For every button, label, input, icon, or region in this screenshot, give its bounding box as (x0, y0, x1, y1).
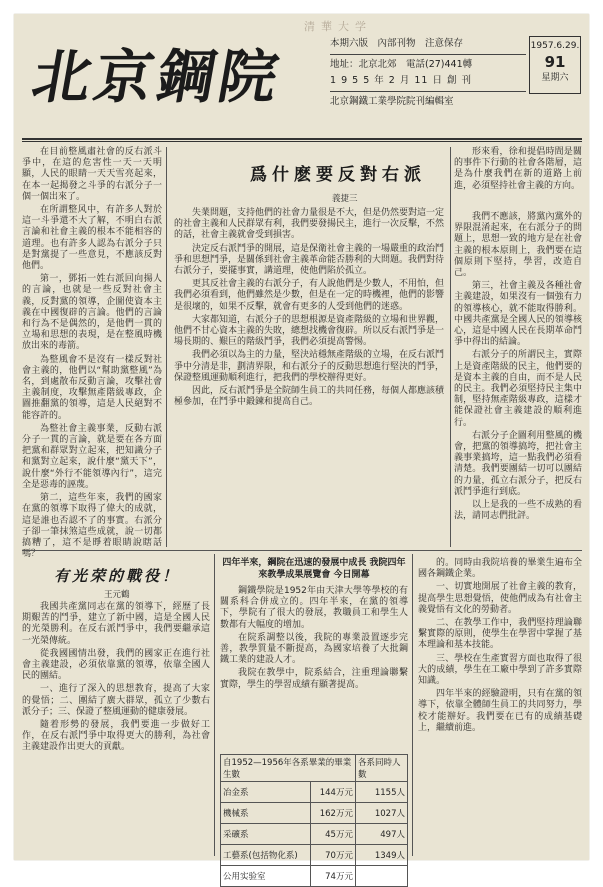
paragraph: 失業問題，支持他們的社會力量很是不大，但是仍然要對這一定的社會主義和人民群眾有利，我們要發揚民主，進行一次反擊，不然的話，社會主義就會受到損害。 (174, 208, 445, 241)
table-cell: 45万元 (310, 824, 355, 845)
table-cell: 162万元 (310, 803, 355, 824)
divider (22, 550, 582, 551)
paragraph: 在目前整風肅社會的反右派斗爭中，在這的危害性一天一天明顯，人民的眼睛一天天雪亮起來，在本一起揭發之斗爭的右派分子一個一個出來了。 (22, 147, 162, 202)
main-article-col1 (22, 147, 162, 560)
divider (22, 138, 582, 140)
article3-body (220, 586, 408, 750)
paragraph: 鋼鐵學院是1952年由天津大學等學校的有關系科合併成立的。四年半來，在黨的領導下，學院有了很大的發展，教職員工和學生人數都有大幅度的增加。 (220, 586, 408, 630)
divider (450, 147, 451, 547)
paragraph: 形來看，徐和提倡時間是關的事件下行動的社會各階層，這是為什麼我們在新的道路上前進，必須堅持社會主義的方向。 (454, 147, 582, 191)
paragraph: 決定反右派鬥爭的開展，這是保衛社會主義的一場嚴重的政治鬥爭和思想鬥爭，是關係到社會主義革命能否勝利的大問題。我們對待右派分子，要擺事實，講道理，使他們陷於孤立。 (174, 243, 445, 277)
divider (214, 554, 215, 856)
article4-body (418, 558, 582, 854)
paragraph: 第一，鄧拓一姓右派回向揚人的言論，也就是一些反對社會主義，反對黨的領導，企圖使資本主義在中國復辟的言論。他們的言論和行為不是偶然的，是他們一貫的立場和思想的表現，是在整風時機放出來的毒箭。 (22, 274, 162, 352)
newspaper-title: 北京鋼院 (27, 43, 288, 111)
paragraph: 一、切實地開展了社會主義的教育，提高學生思想覺悟，使他們成為有社會主義覺悟有文化的勞動者。 (418, 582, 582, 615)
paragraph: 我們不應該，將黨內黨外的界限混淆起來，在右派分子的問題上，思想一致的地方是在社會主義的根本原則上，我們要在這個原則下堅持，學習，改造自己。 (454, 212, 582, 279)
graduates-table (220, 754, 408, 887)
divider (412, 554, 413, 856)
main-headline: 爲什麽要反對右派 (250, 165, 426, 185)
main-author: 義捷三 (332, 194, 358, 204)
paragraph: 右派分子的所謂民主，實際上是資產階級的民主，他們要的是資本主義的自由，而不是人民的民主。我們必須堅持民主集中制，堅持無產階級專政，這樣才能保證社會主義建設的順利進行。 (454, 350, 582, 428)
table-cell: 74万元 (310, 866, 355, 887)
paragraph: 在所謂整风中，有許多人對於這一斗爭還不大了解，不明白右派言論和社會主義的根本不能相容的道理。也有許多人認為右派分子只是對黨提了一些意見，不應該反對他們。 (22, 205, 162, 272)
table-cell: 冶金系 (221, 782, 311, 803)
paragraph: 的。同時由我院培養的畢業生遍布全國各鋼鐵企業。 (418, 558, 582, 580)
table-cell: 497人 (355, 824, 407, 845)
masthead-info (330, 36, 526, 110)
masthead (14, 14, 589, 130)
issue-number: 91 (544, 53, 566, 71)
main-article-col2 (174, 208, 444, 546)
article3-title: 四年半來，鋼院在迅速的發展中成長 我院四年來教學成果展覽會 今日開幕 (222, 558, 406, 580)
paragraph: 右派分子企圖利用整風的機會，把黨的領導搞垮，把社會主義事業搞垮，這一點我們必須看清楚。我們要團結一切可以團結的力量，孤立右派分子，把反右派鬥爭進行到底。 (454, 430, 582, 497)
stamp-mark: 清華大学 (304, 20, 372, 33)
table-cell: 采礦系 (221, 824, 311, 845)
table-cell: 1027人 (355, 803, 407, 824)
table-cell: 70万元 (310, 845, 355, 866)
table-cell: 1155人 (355, 782, 407, 803)
table-cell: 機械系 (221, 803, 311, 824)
table-row (221, 782, 408, 803)
weekday: 星期六 (541, 73, 569, 83)
table-cell (355, 866, 407, 887)
table-header: 自1952—1956年各系畢業的畢業生數 (221, 755, 356, 782)
paragraph: 隨着形勢的發展，我們要進一步做好工作，在反右派鬥爭中取得更大的勝利，為社會主義建設作出更大的貢獻。 (22, 720, 210, 753)
divider (166, 147, 167, 547)
info-line: 本期六版 內部刊物 注意保存 (330, 38, 464, 49)
divider (22, 141, 582, 142)
info-line: 北京鋼鐵工業學院院刊編輯室 (330, 96, 454, 107)
paragraph: 三、學校在生產實習方面也取得了很大的成績，學生在工廠中學到了許多實際知識。 (418, 653, 582, 687)
table-row (221, 824, 408, 845)
table-row (221, 845, 408, 866)
table-row (221, 866, 408, 887)
article2-body (22, 602, 210, 854)
table-cell: 1349人 (355, 845, 407, 866)
paragraph: 第二，這些年來，我們的國家在黨的領導下取得了偉大的成就，這是誰也否認不了的事實。右派分子卻一筆抹煞這些成就，說一切都搞糟了，這不是睜着眼睛說瞎話嗎？ (22, 493, 162, 560)
paragraph: 一、進行了深入的思想教育，提高了大家的覺悟；二、團結了廣大群眾，孤立了少數右派分子；三、保證了整風運動的健康發展。 (22, 684, 210, 717)
table-header: 各系同時人數 (355, 755, 407, 782)
table-row (221, 803, 408, 824)
date-box (529, 36, 581, 94)
table-cell: 144万元 (310, 782, 355, 803)
article2-author: 王元鶴 (104, 590, 130, 600)
newspaper-page (14, 14, 589, 882)
table-header-row (221, 755, 408, 782)
article2-title: 有光荣的戰役！ (54, 567, 181, 585)
paragraph: 更其反社會主義的右派分子，有人說他們是少數人，不用怕，但我們必須看到，他們雖然是少數，但是在一定的時機裡，他們的影響是很壞的，如果不反擊，就會有更多的人受到他們的迷惑。 (174, 279, 445, 312)
main-article-col3 (454, 212, 582, 546)
paragraph: 為整風會不是沒有一樣反對社會主義的，他們以“幫助黨整風”為名，到處散布反動言論，攻擊社會主義制度，攻擊無產階級專政，企圖推翻黨的領導，這是人民絕對不能容許的。 (22, 354, 162, 421)
info-line: 1 9 5 5 年 2 月 11 日 創 刊 (330, 75, 473, 86)
paragraph: 四年半來的經驗證明，只有在黨的領導下，依靠全體師生員工的共同努力，學校才能辦好。我們要在已有的成績基礎上，繼續前進。 (418, 689, 582, 733)
paragraph: 我院在教學中，院系結合，注重理論聯繫實際，學生的學習成績有顯著提高。 (220, 668, 408, 690)
info-line: 地址：北京北郊 電話(27)441轉 (330, 59, 473, 70)
paragraph: 因此，反右派鬥爭是全院師生員工的共同任務，每個人都應該積極參加，在鬥爭中鍛鍊和提高自己。 (174, 386, 445, 408)
paragraph: 在院系調整以後，我院的專業設置逐步完善，教學質量不斷提高，為國家培養了大批鋼鐵工業的建設人才。 (220, 632, 408, 666)
paragraph: 第三，社會主義及各種社會主義建設，如果沒有一個強有力的領導核心，就不能取得勝利。中國共產黨是全國人民的領導核心，這是中國人民在長期革命鬥爭中得出的結論。 (454, 281, 582, 348)
paragraph: 大家都知道，右派分子的思想根源是資產階級的立場和世界觀，他們不甘心資本主義的失敗，總想找機會復辟。所以反右派鬥爭是一場長期的、艱巨的階級鬥爭，我們必須提高警惕。 (174, 314, 445, 348)
table-cell: 工藝系(包括物化系) (221, 845, 311, 866)
paragraph: 以上是我的一些不成熟的看法，請同志們批評。 (454, 500, 582, 522)
paragraph: 為整社會主義事業，反動右派分子一貫的言論，就是要在各方面把黨和群眾對立起來，把知識分子和黨對立起來，說什麼“黨天下”，說什麼“外行不能領導內行”，這完全是惡毒的誣蔑。 (22, 423, 162, 490)
table-cell: 公用实验室 (221, 866, 311, 887)
paragraph: 我國共產黨同志在黨的領導下，經歷了長期艱苦的鬥爭，建立了新中國，這是全國人民的光榮勝利。在反右派鬥爭中，我們要繼承這一光榮傳統。 (22, 602, 210, 646)
issue-date: 1957.6.29. (530, 41, 580, 51)
paragraph: 從我國國情出發，我們的國家正在進行社會主義建設，必須依靠黨的領導，依靠全國人民的團結。 (22, 648, 210, 682)
paragraph: 二、在教學工作中，我們堅持理論聯繫實際的原則，使學生在學習中掌握了基本理論和基本技能。 (418, 618, 582, 651)
paragraph: 我們必須以為主的力量，堅決站穩無產階級的立場，在反右派鬥爭中分清是非，劃清界限，和右派分子的反動思想進行堅決的鬥爭，保證整風運動順利進行，把我們的學校辦得更好。 (174, 350, 445, 383)
main-article-col3-top (454, 147, 582, 209)
